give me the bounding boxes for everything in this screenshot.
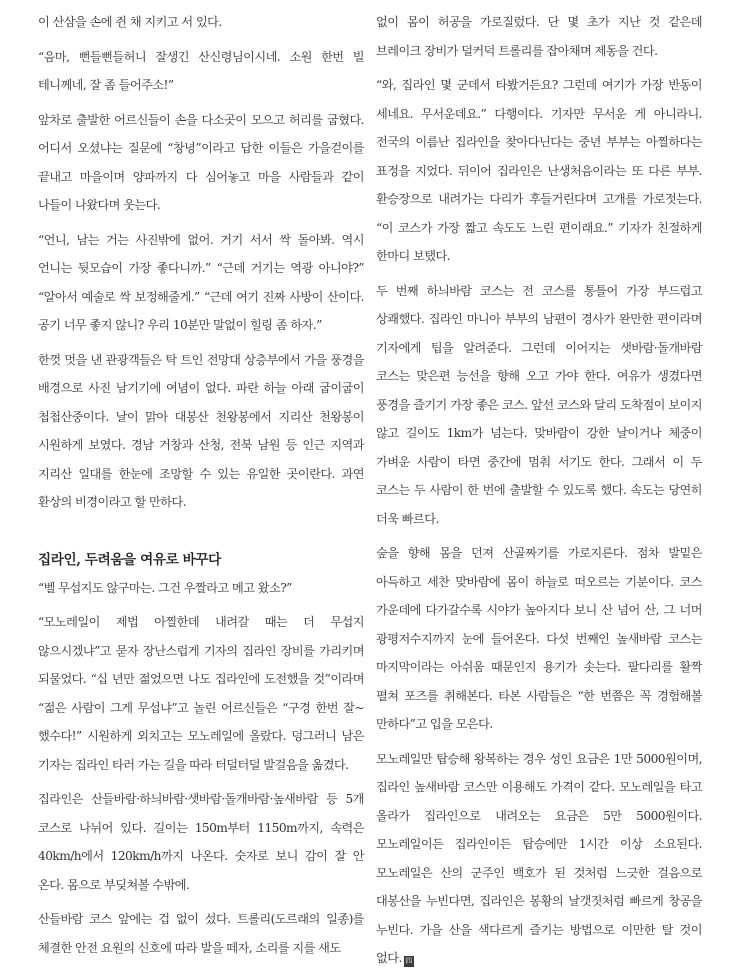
paragraph: “모노레일이 제법 아찔한데 내려갈 때는 더 무섭지 않으시겠냐”고 묻자 장난스럽게 기자의 집라인 장비를 가리키며 되물었다. “십 년만 젊었으면 나도 집라인에 도전했을 것”이라며 “젊은 사람이 그게 무섭냐”고 놀린 어르신들은 “구경 한번 잘~했수다!” 시원하게 외치고는 모노레일에 올랐다. 덩그러니 남은 기자는 집라인 타러 가는 길을 따라 터덜터덜 발걸음을 옮겼다. <box>38 615 364 772</box>
paragraph: “언니, 남는 거는 사진밖에 없어. 거기 서서 싹 돌아봐. 역시 언니는 뒷모습이 가장 좋다니까.” “근데 거기는 역광 아니야?” “알아서 예술로 싹 보정해줄게.” “근데 여기 진짜 사방이 산이다. 공기 너무 좋지 않니? 우리 10분만 말없이 힐링 좀 하자.” <box>38 232 364 332</box>
paragraph: 이 산삼을 손에 쥔 채 지키고 서 있다. <box>38 15 222 29</box>
paragraph: 앞차로 출발한 어르신들이 손을 다소곳이 모으고 허리를 굽혔다. 어디서 오셨냐는 질문에 “창녕”이라고 답한 이들은 가을걷이를 끝내고 마을이며 양파까지 다 심어놓고 마을 사람들과 같이 나들이 나왔다며 웃는다. <box>38 112 364 212</box>
right-column <box>376 8 702 979</box>
paragraph: 산들바람 코스 앞에는 겁 없이 섰다. 트롤리(도르래의 일종)를 체결한 안전 요원의 신호에 따라 발을 떼자, 소리를 지를 새도 <box>38 912 364 955</box>
paragraph: 두 번째 하늬바람 코스는 전 코스를 통틀어 가장 부드럽고 상쾌했다. 집라인 마니아 부부의 남편이 경사가 완만한 편이라며 기자에게 팁을 알려준다. 그런데 이어지는 샛바람·돌개바람 코스는 맞은편 능선을 향해 오고 가야 한다. 여유가 생겼다면 풍경을 즐기기 가장 좋은 코스. 앞선 코스와 달리 도착점이 보이지 않고 길이도 1km가 넘는다. 맞바람이 강한 날이거나 체중이 가벼운 사람이 타면 중간에 멈춰 서기도 한다. 그래서 이 두 코스는 두 사람이 한 번에 출발할 수 있도록 했다. 속도는 당연히 더욱 빠르다. <box>376 283 702 526</box>
paragraph: 숲을 향해 몸을 던져 산골짜기를 가로지른다. 점차 발밑은 아득하고 세찬 맞바람에 몸이 하늘로 떠오르는 기분이다. 코스 가운데에 다가갈수록 시야가 높아지다 보니 산 넘어 산, 그 너머 광평저수지까지 눈에 들어온다. 다섯 번째인 높새바람 코스는 마지막이라는 아쉬움 때문인지 용기가 솟는다. 팔다리를 활짝 펼쳐 포즈를 취해본다. 타본 사람들은 “한 번쯤은 꼭 경험해볼 만하다”고 입을 모은다. <box>376 546 702 731</box>
paragraph: 한껏 멋을 낸 관광객들은 탁 트인 전망대 상층부에서 가을 풍경을 배경으로 사진 남기기에 여념이 없다. 파란 하늘 아래 굽이굽이 첩첩산중이다. 날이 맑아 대봉산 천왕봉에서 지리산 천왕봉이 시원하게 보였다. 경남 거창과 산청, 전북 남원 등 인근 지역과 지리산 일대를 한눈에 조망할 수 있는 유일한 곳이란다. 과연 환상의 비경이라고 할 만하다. <box>38 352 364 509</box>
left-column <box>38 8 364 968</box>
paragraph-text: 모노레일만 탑승해 왕복하는 경우 성인 요금은 1만 5000원이며, 집라인 높새바람 코스만 이용해도 가격이 같다. 모노레일을 타고 올라가 집라인으로 내려오는 요금은 5만 5000원이다. 모노레일이든 집라인이든 탑승에만 1시간 이상 소요된다. 모노레일은 산의 군주인 백호가 된 것처럼 느긋한 걸음으로 대봉산을 누빈다면, 집라인은 봉황의 날갯짓처럼 빠르게 창공을 누빈다. 가을 산을 색다르게 즐기는 방법으로 이만한 탈 것이 없다. <box>376 751 702 965</box>
paragraph: “벨 무섭지도 않구마는. 그건 우짤라고 메고 왔소?” <box>38 580 292 595</box>
article-end-mark: 四 <box>405 957 413 965</box>
final-paragraph <box>376 745 702 973</box>
section-heading: 집라인, 두려움을 여유로 바꾸다 <box>38 551 221 568</box>
paragraph: “음마, 뻔들뻔들허니 잘생긴 산신령님이시네. 소원 한번 빌 테니께네, 잘 좀 들어주소!” <box>38 49 364 92</box>
paragraph: 집라인은 산들바람·하늬바람·샛바람·돌개바람·높새바람 등 5개 코스로 나뉘어 있다. 길이는 150m부터 1150m까지, 속력은 40km/h에서 120km/h까지 나온다. 숫자로 보니 감이 잘 안 온다. 몸으로 부딪쳐볼 수밖에. <box>38 792 364 892</box>
paragraph: 없이 몸이 허공을 가로질렀다. 단 몇 초가 지난 것 같은데 브레이크 장비가 덜커덕 트롤리를 잡아채며 제동을 건다. <box>376 15 702 58</box>
paragraph: “와, 집라인 몇 군데서 타봤거든요? 그런데 여기가 가장 반동이 세네요. 무서운데요.” 다행이다. 기자만 무서운 게 아니라니. 전국의 이름난 집라인을 찾아다닌다는 중년 부부는 아찔하다는 표정을 지었다. 뒤이어 집라인은 난생처음이라는 또 다른 부부. 환승장으로 내려가는 다리가 후들거린다며 고개를 가로젓는다. “이 코스가 가장 짧고 속도도 느린 편이래요.” 기자가 친절하게 한마디 보탰다. <box>376 78 702 263</box>
